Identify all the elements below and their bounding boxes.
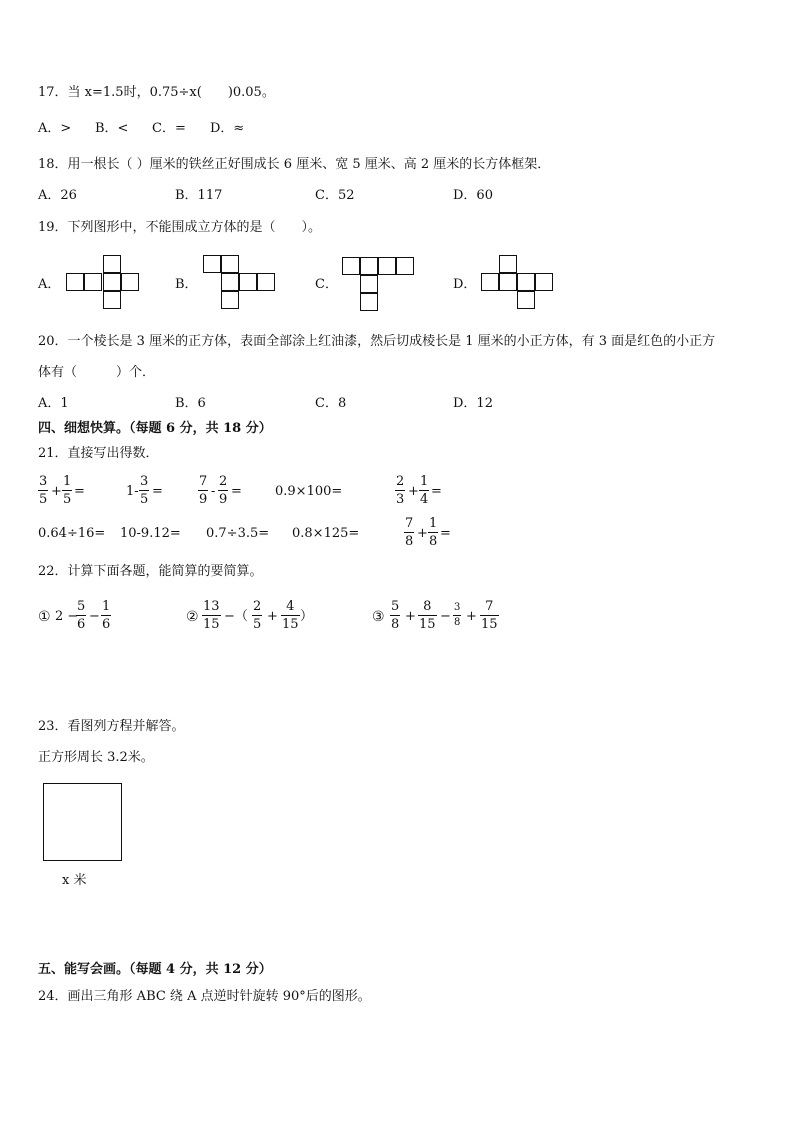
q22-p1-frac-b: 1 6 [102, 599, 111, 632]
q19-label-c: C． [315, 277, 338, 292]
net-cell [84, 273, 102, 291]
q22-p1-mark: ① [38, 609, 51, 625]
net-cell [535, 273, 553, 291]
q21-e10-frac-b: 1 8 [429, 516, 438, 549]
q23-side-label: x 米 [62, 873, 87, 888]
q21-e8: 0.7÷3.5= [206, 526, 270, 541]
q20-option-a: A．1 [38, 396, 69, 411]
q21-e3-frac-a: 7 9 [199, 474, 208, 507]
q21-e10-frac-a: 7 8 [405, 516, 414, 549]
q17-option-d: D．≈ [210, 121, 245, 136]
net-cell [221, 291, 239, 309]
q22-p1-pre: 2 − [55, 609, 79, 624]
q21-e2-pre: 1- [126, 484, 139, 499]
net-cell [103, 273, 121, 291]
q22-p2-frac-b: 2 5 [253, 599, 262, 632]
q22-p2-frac-a: 13 15 [203, 599, 220, 632]
q22-p3-frac-b: 8 15 [419, 599, 436, 632]
net-cell [203, 255, 221, 273]
q21-e3-eq: = [231, 484, 242, 499]
net-cell [239, 273, 257, 291]
q22-p3-op3: + [466, 609, 477, 624]
q20-stem-line2: 体有（ ）个． [38, 365, 156, 380]
q19-label-a: A． [38, 277, 61, 292]
q21-e5-eq: = [431, 484, 442, 499]
q21-e10-eq: = [440, 526, 451, 541]
net-cell [342, 257, 360, 275]
square-figure [43, 783, 122, 861]
q20-option-c: C．8 [315, 396, 347, 411]
q17-option-b: B．< [95, 121, 129, 136]
q20-option-b: B．6 [175, 396, 206, 411]
q21-e7: 10-9.12= [120, 526, 181, 541]
q21-e1-frac-b: 1 5 [63, 474, 72, 507]
net-cell [103, 291, 121, 309]
q21-stem: 21．直接写出得数． [38, 446, 159, 461]
net-cell [378, 257, 396, 275]
q22-p2-frac-c: 4 15 [282, 599, 299, 632]
q22-p3-op1: + [405, 609, 416, 624]
q22-p2-close: ） [300, 609, 314, 624]
q21-e2-frac: 3 5 [140, 474, 149, 507]
q21-e3-frac-b: 2 9 [219, 474, 228, 507]
q24-stem: 24．画出三角形 ABC 绕 A 点逆时针旋转 90°后的图形。 [38, 989, 371, 1004]
q19-label-b: B． [175, 277, 198, 292]
q18-option-a: A．26 [38, 188, 77, 203]
q21-e9: 0.8×125= [292, 526, 360, 541]
q18-stem: 18．用一根长（ ）厘米的铁丝正好围成长 6 厘米、宽 5 厘米、高 2 厘米的长方体框架． [38, 157, 551, 172]
q19-stem: 19．下列图形中，不能围成立方体的是（ ）。 [38, 220, 322, 235]
q17-option-a: A．> [38, 121, 72, 136]
q23-stem: 23．看图列方程并解答。 [38, 719, 185, 734]
q22-p3-frac-a: 5 8 [391, 599, 400, 632]
net-cell [499, 255, 517, 273]
q18-option-b: B．117 [175, 188, 223, 203]
net-cell [221, 273, 239, 291]
net-cell [396, 257, 414, 275]
q21-e6: 0.64÷16= [38, 526, 106, 541]
q21-e5-frac-b: 1 4 [420, 474, 429, 507]
net-cell [257, 273, 275, 291]
q21-e1-op: + [51, 484, 62, 499]
net-cell [499, 273, 517, 291]
q18-option-c: C．52 [315, 188, 355, 203]
net-cell [103, 255, 121, 273]
net-cell [517, 291, 535, 309]
q21-e3-op: - [211, 484, 216, 499]
q18-option-d: D．60 [453, 188, 493, 203]
q22-p1-frac-a: 5 6 [77, 599, 86, 632]
section5-heading: 五、能写会画。（每题 4 分，共 12 分） [38, 962, 272, 977]
net-cell [121, 273, 139, 291]
q21-e2-eq: = [152, 484, 163, 499]
q17-stem: 17．当 x=1.5时，0.75÷x( )0.05。 [38, 85, 275, 100]
net-cell [221, 255, 239, 273]
q22-stem: 22．计算下面各题，能简算的要简算。 [38, 564, 263, 579]
net-cell [481, 273, 499, 291]
q21-e1-frac-a: 3 5 [39, 474, 48, 507]
q21-e10-op: + [417, 526, 428, 541]
q22-p2-mark: ② [186, 609, 199, 625]
q20-stem-line1: 20．一个棱长是 3 厘米的正方体，表面全部涂上红油漆，然后切成棱长是 1 厘米的小正方体，有 3 面是红色的小正方 [38, 334, 716, 349]
net-cell [66, 273, 84, 291]
net-cell [360, 275, 378, 293]
q21-e1-eq: = [74, 484, 85, 499]
net-cell [360, 293, 378, 311]
q22-p3-mark: ③ [372, 609, 385, 625]
q20-option-d: D．12 [453, 396, 493, 411]
q22-p1-op: − [89, 609, 100, 624]
net-cell [517, 273, 535, 291]
q22-p2-op2: + [267, 609, 278, 624]
section4-heading: 四、细想快算。（每题 6 分，共 18 分） [38, 421, 272, 436]
q23-perimeter-text: 正方形周长 3.2米。 [38, 750, 154, 765]
q22-p2-op1: −（ [224, 609, 248, 624]
net-cell [360, 257, 378, 275]
q22-p3-frac-d: 7 15 [481, 599, 498, 632]
q22-p3-op2: − [440, 609, 451, 624]
q21-e4: 0.9×100= [275, 484, 343, 499]
q19-label-d: D． [453, 277, 477, 292]
q22-p3-frac-c: 3 8 [454, 602, 461, 628]
q21-e5-frac-a: 2 3 [396, 474, 405, 507]
q17-option-c: C．= [152, 121, 186, 136]
q21-e5-op: + [408, 484, 419, 499]
